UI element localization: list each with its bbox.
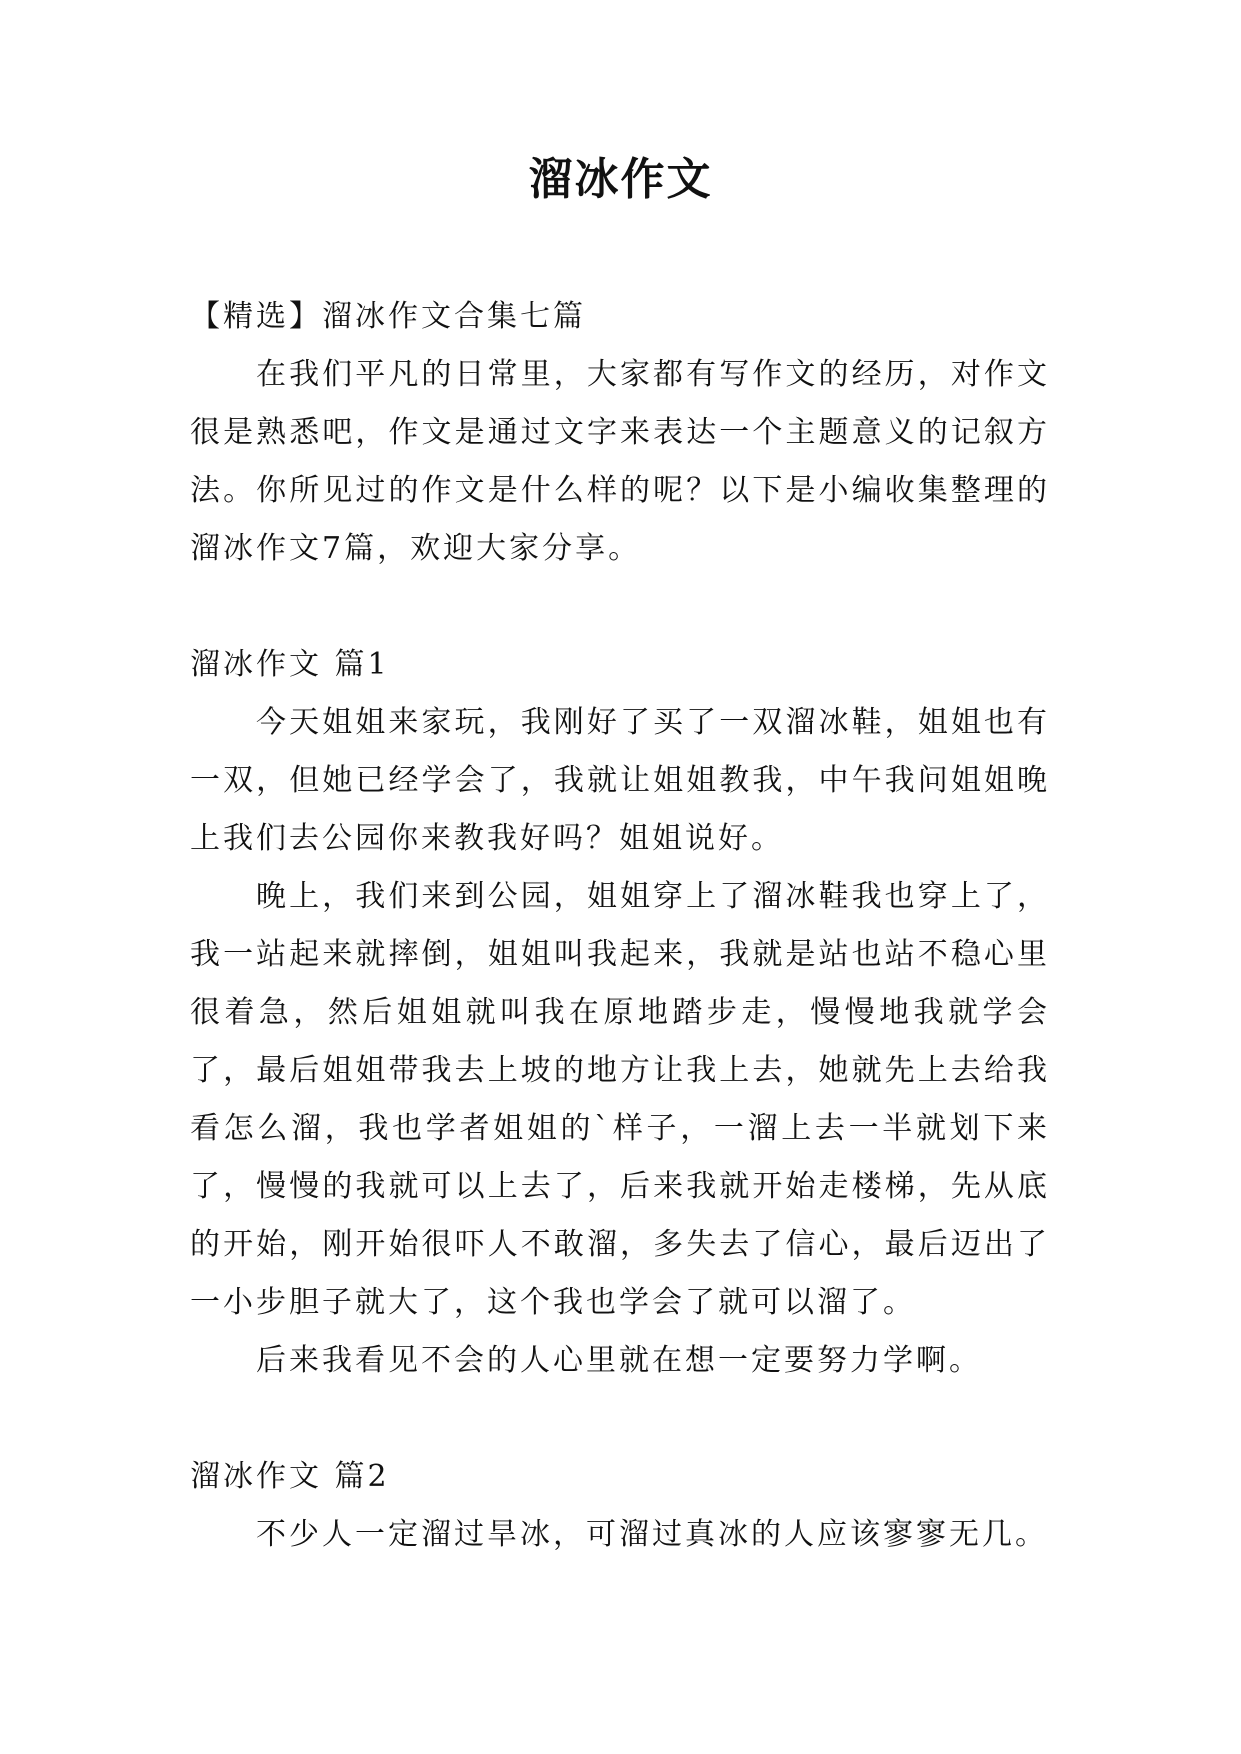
essay-2-heading: 溜冰作文 篇2 [190,1459,390,1494]
essay-2-paragraph-1: 不少人一定溜过旱冰，可溜过真冰的人应该寥寥无几。 [256,1517,1048,1552]
document-body [190,288,1050,1564]
essay-1-paragraph-1: 今天姐姐来家玩，我刚好了买了一双溜冰鞋，姐姐也有一双，但她已经学会了，我就让姐姐教我，中午我问姐姐晚上我们去公园你来教我好吗？姐姐说好。 [190,705,1050,856]
intro-paragraph: 在我们平凡的日常里，大家都有写作文的经历，对作文很是熟悉吧，作文是通过文字来表达一个主题意义的记叙方法。你所见过的作文是什么样的呢？以下是小编收集整理的溜冰作文7篇，欢迎大家分享。 [190,357,1050,566]
essay-1-paragraph-3: 后来我看见不会的人心里就在想一定要努力学啊。 [256,1343,982,1378]
essay-1-paragraph-2: 晚上，我们来到公园，姐姐穿上了溜冰鞋我也穿上了，我一站起来就摔倒，姐姐叫我起来，我就是站也站不稳心里很着急，然后姐姐就叫我在原地踏步走，慢慢地我就学会了，最后姐姐带我去上坡的地方让我上去，她就先上去给我看怎么溜，我也学者姐姐的`样子，一溜上去一半就划下来了，慢慢的我就可以上去了，后来我就开始走楼梯，先从底的开始，刚开始很吓人不敢溜，多失去了信心，最后迈出了一小步胆子就大了，这个我也学会了就可以溜了。 [190,879,1050,1320]
essay-1-heading: 溜冰作文 篇1 [190,647,390,682]
document-title: 溜冰作文 [528,154,713,205]
section-spacer [190,578,1050,636]
section-spacer [190,1390,1050,1448]
collection-subtitle: 【精选】溜冰作文合集七篇 [190,299,586,334]
